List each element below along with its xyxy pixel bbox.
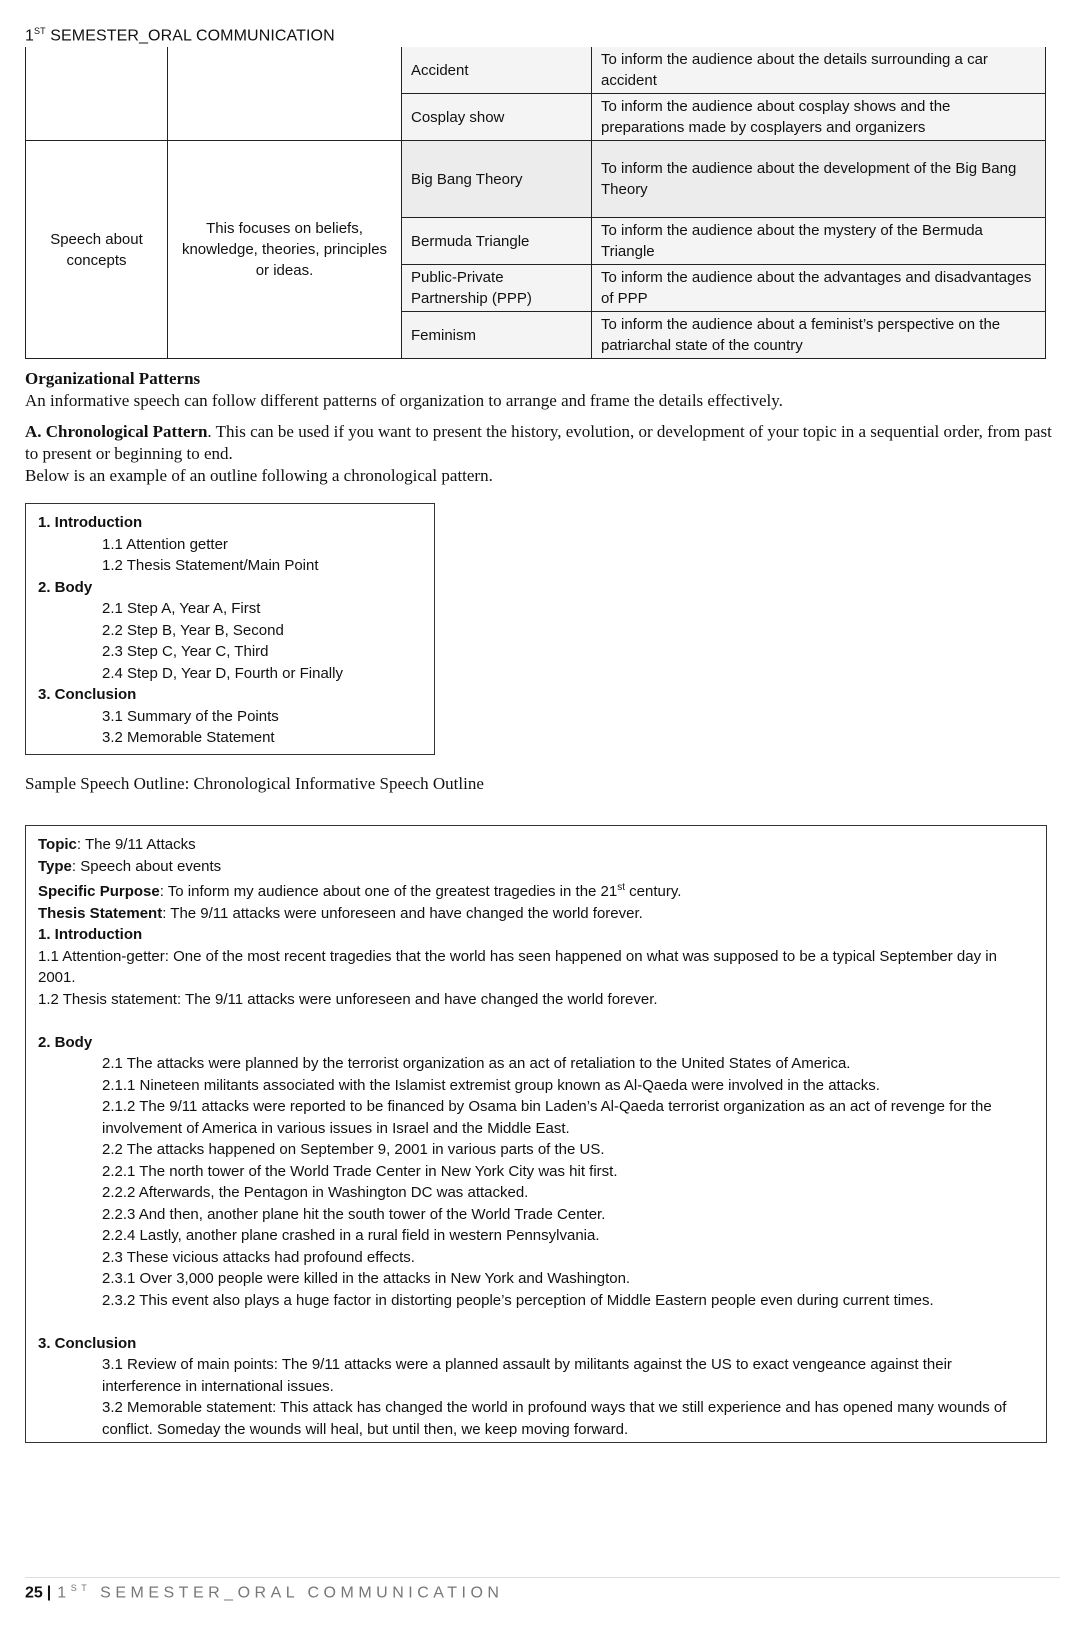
sample-outline-box [25, 825, 1047, 1443]
page-number: 25 [25, 1584, 43, 1602]
table-row [26, 47, 1046, 94]
intro-item: 1.2 Thesis statement: The 9/11 attacks were unforeseen and have changed the world forever. [38, 990, 658, 1008]
chronological-text: . This can be used if you want to present the history, evolution, or development of your topic in a sequential order, from past to present or beginning to end. [25, 422, 1052, 463]
body-item: 2.3.2 This event also plays a huge factor in distorting people’s perception of Middle Eastern people even during current times. [102, 1291, 934, 1309]
purpose-cell: To inform the audience about cosplay shows and the preparations made by cosplayers and organizers [592, 94, 1046, 141]
header-num: 1 [25, 27, 34, 45]
header-sup: ST [34, 26, 46, 36]
table-row [26, 141, 1046, 218]
outline-item: 1.2 Thesis Statement/Main Point [102, 557, 319, 574]
section-intro: An informative speech can follow different patterns of organization to arrange and frame the details effectively. [25, 391, 783, 410]
topic-cell: Accident [402, 47, 592, 94]
purpose-cell: To inform the audience about the mystery of the Bermuda Triangle [592, 218, 1046, 265]
topic-value: : The 9/11 Attacks [76, 836, 196, 853]
spacer [38, 1010, 1034, 1032]
body-heading: 2. Body [38, 1033, 93, 1051]
outline-item: 1. Introduction [38, 514, 143, 531]
speech-type-cell: Speech about concepts [26, 141, 168, 359]
chronological-paragraph [25, 421, 1060, 465]
conclusion-item: 3.2 Memorable statement: This attack has changed the world in profound ways that we still experience and has opened many wounds of conflict. Someday the wounds will heal, but until then, we keep moving forward. [102, 1399, 1007, 1438]
empty-desc-cell [168, 47, 402, 141]
purpose-cell: To inform the audience about a feminist’s perspective on the patriarchal state of the country [592, 312, 1046, 359]
body-item: 2.2.4 Lastly, another plane crashed in a rural field in western Pennsylvania. [102, 1227, 600, 1244]
purpose-value: : To inform my audience about one of the greatest tragedies in the 21 [159, 883, 618, 900]
introduction-heading: 1. Introduction [38, 926, 143, 943]
footer-separator: | [46, 1584, 52, 1602]
outline-item: 1.1 Attention getter [102, 535, 228, 553]
topic-cell: Cosplay show [402, 94, 592, 141]
body-item: 2.3.1 Over 3,000 people were killed in the attacks in New York and Washington. [102, 1270, 631, 1287]
type-label: Type [38, 857, 72, 875]
outline-item: 2.3 Step C, Year C, Third [102, 643, 269, 660]
outline-item: 2.2 Step B, Year B, Second [102, 621, 284, 639]
body-item: 2.2.2 Afterwards, the Pentagon in Washington DC was attacked. [102, 1184, 529, 1201]
purpose-label: Specific Purpose [38, 883, 160, 900]
purpose-cell: To inform the audience about the advantages and disadvantages of PPP [592, 265, 1046, 312]
topic-label: Topic [38, 836, 77, 853]
spacer [38, 1311, 1034, 1333]
topic-cell: Big Bang Theory [402, 141, 592, 218]
speech-description-cell: This focuses on beliefs, knowledge, theories, principles or ideas. [168, 141, 402, 359]
thesis-line [38, 903, 1034, 925]
topic-cell: Feminism [402, 312, 592, 359]
purpose-cell: To inform the audience about the details surrounding a car accident [592, 47, 1046, 94]
type-line [38, 856, 1034, 878]
body-item: 2.1 The attacks were planned by the terrorist organization as an act of retaliation to the United States of America. [102, 1055, 851, 1072]
outline-item: 3.2 Memorable Statement [102, 729, 275, 746]
empty-type-cell [26, 47, 168, 141]
body-item: 2.2 The attacks happened on September 9, 2001 in various parts of the US. [102, 1141, 605, 1158]
outline-intro: Below is an example of an outline following a chronological pattern. [25, 466, 493, 485]
thesis-label: Thesis Statement [38, 904, 163, 922]
page-header [25, 26, 335, 45]
body-list [38, 1053, 1034, 1311]
speech-types-table [25, 47, 1046, 359]
body-item: 2.3 These vicious attacks had profound effects. [102, 1248, 415, 1266]
topic-line [38, 834, 1034, 856]
purpose-value-end: century. [625, 883, 682, 900]
outline-box [25, 503, 435, 755]
purpose-sup: st [617, 882, 626, 893]
footer-sup: ST [70, 1583, 92, 1593]
purpose-line [38, 877, 1034, 903]
body-item: 2.2.1 The north tower of the World Trade Center in New York City was hit first. [102, 1162, 618, 1180]
thesis-value: : The 9/11 attacks were unforeseen and have changed the world forever. [162, 904, 643, 922]
footer-title: SEMESTER_ORAL COMMUNICATION [91, 1584, 504, 1602]
body-item: 2.2.3 And then, another plane hit the south tower of the World Trade Center. [102, 1205, 606, 1223]
intro-item: 1.1 Attention-getter: One of the most recent tragedies that the world has seen happened on what was supposed to be a typical September day in 2001. [38, 947, 997, 986]
outline-item: 3. Conclusion [38, 686, 137, 703]
outline-item: 2. Body [38, 578, 93, 596]
header-title: SEMESTER_ORAL COMMUNICATION [45, 27, 335, 45]
footer-num: 1 [57, 1584, 71, 1602]
outline-item: 2.4 Step D, Year D, Fourth or Finally [102, 664, 343, 682]
section-title: Organizational Patterns [25, 369, 201, 388]
page-footer [25, 1583, 503, 1602]
outline-item: 3.1 Summary of the Points [102, 707, 279, 725]
body-item: 2.1.2 The 9/11 attacks were reported to be financed by Osama bin Laden’s Al-Qaeda terrorist organization as an act of revenge for the involvement of America in various issues in Israel and the Middle East. [102, 1098, 992, 1137]
topic-cell: Public-Private Partnership (PPP) [402, 265, 592, 312]
outline-item: 2.1 Step A, Year A, First [102, 600, 261, 617]
sample-outline-caption: Sample Speech Outline: Chronological Informative Speech Outline [25, 774, 484, 793]
conclusion-item: 3.1 Review of main points: The 9/11 attacks were a planned assault by militants against the US to exact vengeance against their interference in international issues. [102, 1356, 952, 1395]
body-item: 2.1.1 Nineteen militants associated with the Islamist extremist group known as Al-Qaeda were involved in the attacks. [102, 1076, 880, 1094]
conclusion-list [38, 1354, 1034, 1440]
footer-divider [25, 1577, 1060, 1578]
chronological-label: A. Chronological Pattern [25, 422, 208, 441]
topic-cell: Bermuda Triangle [402, 218, 592, 265]
purpose-cell: To inform the audience about the development of the Big Bang Theory [592, 141, 1046, 218]
conclusion-heading: 3. Conclusion [38, 1334, 137, 1352]
type-value: : Speech about events [71, 857, 222, 875]
